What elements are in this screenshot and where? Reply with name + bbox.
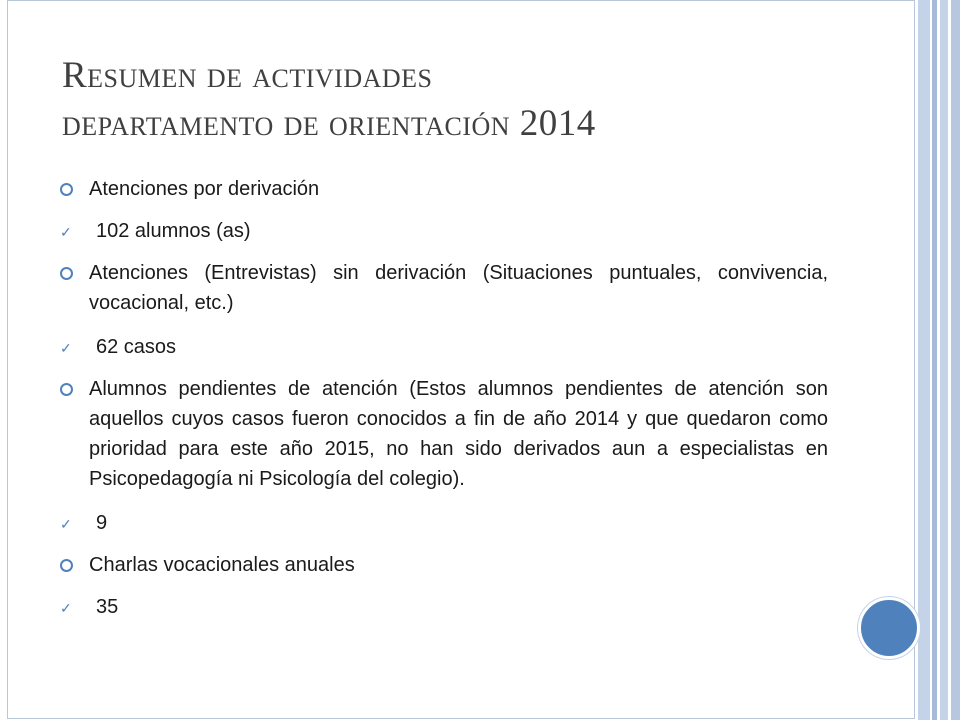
sub-bullet-pendientes-count xyxy=(60,508,828,538)
bullet-sin-derivacion xyxy=(60,258,828,318)
bullet-pendientes xyxy=(60,374,828,494)
slide-title-line-1: Resumen de actividades xyxy=(62,55,433,96)
decorative-stripes xyxy=(916,0,960,720)
ring-bullet-icon xyxy=(60,374,73,405)
check-bullet-icon: ✓ xyxy=(60,224,72,240)
bullet-charlas xyxy=(60,550,828,580)
bullet-text: Charlas vocacionales anuales xyxy=(89,554,355,576)
check-bullet-icon: ✓ xyxy=(60,340,72,356)
slide-body xyxy=(60,174,828,622)
sub-bullet-charlas-count xyxy=(60,592,828,622)
bullet-text: Alumnos pendientes de atención (Estos alumnos pendientes de atención son aquellos cuyos casos fueron conocidos a fin de año 2014 y que quedaron como prioridad para este año 2015, no han sido derivados aun a especialistas en Psicopedagogía ni Psicología del colegio). xyxy=(89,378,828,490)
decorative-circle xyxy=(858,597,920,659)
sub-bullet-text: 62 casos xyxy=(96,336,177,358)
check-bullet-icon: ✓ xyxy=(60,600,72,616)
bullet-text: Atenciones por derivación xyxy=(89,178,320,200)
sub-bullet-text: 35 xyxy=(96,596,119,618)
bullet-text: Atenciones (Entrevistas) sin derivación (Situaciones puntuales, convivencia, vocacional, etc.) xyxy=(89,262,828,314)
ring-bullet-icon xyxy=(60,258,73,289)
check-bullet-icon: ✓ xyxy=(60,516,72,532)
sub-bullet-derivacion-count xyxy=(60,216,828,246)
bullet-derivacion xyxy=(60,174,828,204)
slide-title-line-2: departamento de orientación 2014 xyxy=(62,103,596,144)
sub-bullet-sin-derivacion-count xyxy=(60,332,828,362)
sub-bullet-text: 102 alumnos (as) xyxy=(96,220,251,242)
ring-bullet-icon xyxy=(60,550,73,581)
slide-title xyxy=(62,52,862,148)
sub-bullet-text: 9 xyxy=(96,512,108,534)
ring-bullet-icon xyxy=(60,174,73,205)
